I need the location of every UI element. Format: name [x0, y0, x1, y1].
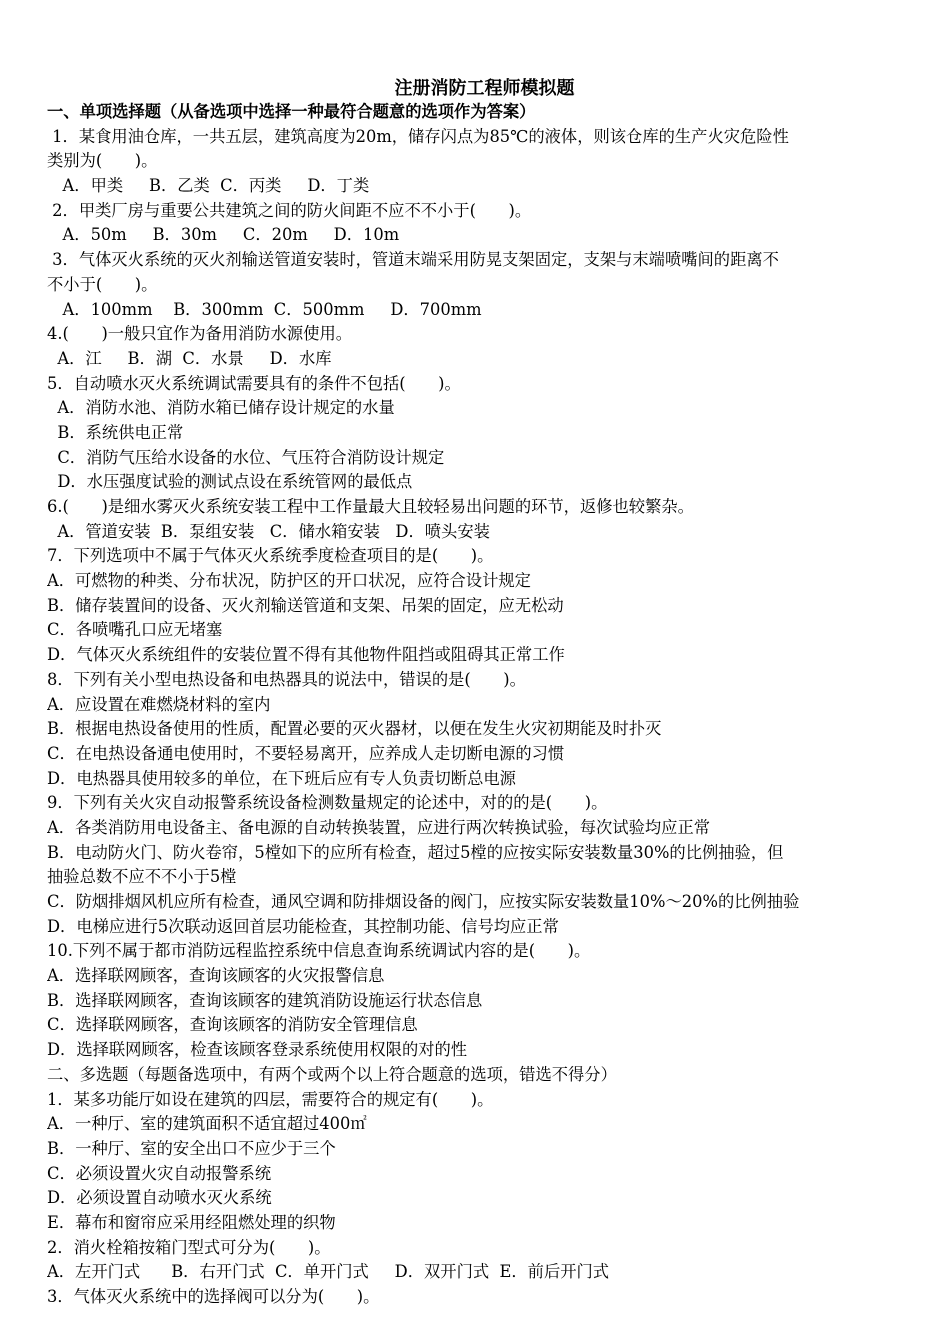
text-line: A．左开门式 B．右开门式 C．单开门式 D．双开门式 E．前后开门式 [47, 1262, 610, 1282]
text-line: 2．消火栓箱按箱门型式可分为( )。 [47, 1237, 331, 1257]
text-line: 8．下列有关小型电热设备和电热器具的说法中，错误的是( )。 [47, 669, 526, 689]
text-line: C．防烟排烟风机应所有检查，通风空调和防排烟设备的阀门，应按实际安装数量10%～20%的比例抽验 [47, 892, 800, 911]
text-line: B．选择联网顾客，查询该顾客的建筑消防设施运行状态信息 [47, 990, 483, 1010]
text-line: 不小于( )。 [47, 274, 158, 294]
text-line: B．储存装置间的设备、灭火剂输送管道和支架、吊架的固定，应无松动 [47, 595, 564, 615]
text-line: D．水压强度试验的测试点设在系统管网的最低点 [47, 472, 413, 492]
document-body [47, 100, 910, 1310]
text-line: 1．某多功能厅如设在建筑的四层，需要符合的规定有( )。 [47, 1089, 494, 1109]
text-line: A．甲类 B．乙类 C．丙类 D．丁类 [47, 176, 370, 196]
text-line: E．幕布和窗帘应采用经阻燃处理的织物 [47, 1212, 336, 1232]
text-line: D．必须设置自动喷水灭火系统 [47, 1188, 272, 1208]
text-line: 9．下列有关火灾自动报警系统设备检测数量规定的论述中，对的的是( )。 [47, 793, 608, 813]
text-line: 一、单项选择题（从备选项中选择一种最符合题意的选项作为答案） [47, 102, 536, 121]
text-line: C．消防气压给水设备的水位、气压符合消防设计规定 [47, 447, 445, 467]
text-line: 2．甲类厂房与重要公共建筑之间的防火间距不应不不小于( )。 [47, 200, 532, 220]
text-line: A．可燃物的种类、分布状况，防护区的开口状况，应符合设计规定 [47, 571, 531, 591]
text-line: 6.( )是细水雾灭火系统安装工程中工作量最大且较轻易出问题的环节，返修也较繁杂。 [47, 497, 694, 516]
text-line: A．一种厅、室的建筑面积不适宜超过400㎡ [47, 1114, 367, 1134]
text-line: 5．自动喷水灭火系统调试需要具有的条件不包括( )。 [47, 373, 461, 393]
text-line: C．在电热设备通电使用时，不要轻易离开，应养成人走切断电源的习惯 [47, 743, 565, 763]
text-line: 二、多选题（每题备选项中，有两个或两个以上符合题意的选项，错选不得分） [47, 1064, 617, 1084]
text-line: C．必须设置火灾自动报警系统 [47, 1163, 272, 1183]
text-line: A．选择联网顾客，查询该顾客的火灾报警信息 [47, 966, 385, 986]
text-line: B．根据电热设备使用的性质，配置必要的灭火器材，以便在发生火灾初期能及时扑灭 [47, 719, 662, 739]
text-line: C．选择联网顾客，查询该顾客的消防安全管理信息 [47, 1015, 418, 1035]
text-line: 1．某食用油仓库，一共五层，建筑高度为20m，储存闪点为85℃的液体，则该仓库的生产火灾危险性 [47, 126, 789, 146]
text-line: A．各类消防用电设备主、备电源的自动转换装置，应进行两次转换试验，每次试验均应正常 [47, 817, 711, 837]
text-line: D．选择联网顾客，检查该顾客登录系统使用权限的对的性 [47, 1040, 468, 1060]
text-line: 3．气体灭火系统中的选择阀可以分为( )。 [47, 1287, 380, 1306]
text-line: D．电梯应进行5次联动返回首层功能检查，其控制功能、信号均应正常 [47, 916, 559, 936]
text-line: 3．气体灭火系统的灭火剂输送管道安装时，管道末端采用防晃支架固定，支架与末端喷嘴间的距离不 [47, 250, 779, 270]
text-line: B．系统供电正常 [47, 422, 184, 442]
document-title: 注册消防工程师模拟题 [394, 78, 575, 99]
text-line: 抽验总数不应不不小于5樘 [47, 867, 237, 887]
text-line: A．100mm B．300mm C．500mm D．700mm [47, 299, 482, 319]
text-line: A．管道安装 B．泵组安装 C．储水箱安装 D．喷头安装 [47, 521, 490, 541]
text-line: A．消防水池、消防水箱已储存设计规定的水量 [47, 398, 395, 418]
text-line: B．一种厅、室的安全出口不应少于三个 [47, 1138, 336, 1158]
text-line: B．电动防火门、防火卷帘，5樘如下的应所有检查，超过5樘的应按实际安装数量30%的比例抽验，但 [47, 842, 784, 862]
text-line: D．电热器具使用较多的单位，在下班后应有专人负责切断总电源 [47, 768, 516, 788]
text-line: A．50m B．30m C．20m D．10m [47, 225, 400, 245]
text-line: 7．下列选项中不属于气体灭火系统季度检查项目的是( )。 [47, 546, 494, 566]
text-line: D．气体灭火系统组件的安装位置不得有其他物件阻挡或阻碍其正常工作 [47, 645, 565, 665]
text-line: C．各喷嘴孔口应无堵塞 [47, 620, 223, 640]
text-line: A．江 B．湖 C．水景 D．水库 [47, 348, 332, 368]
text-line: 4.( )一般只宜作为备用消防水源使用。 [47, 324, 353, 344]
text-line: 10.下列不属于都市消防远程监控系统中信息查询系统调试内容的是( )。 [47, 941, 591, 961]
text-line: 类别为( )。 [47, 151, 158, 171]
text-line: A．应设置在难燃烧材料的室内 [47, 694, 271, 714]
